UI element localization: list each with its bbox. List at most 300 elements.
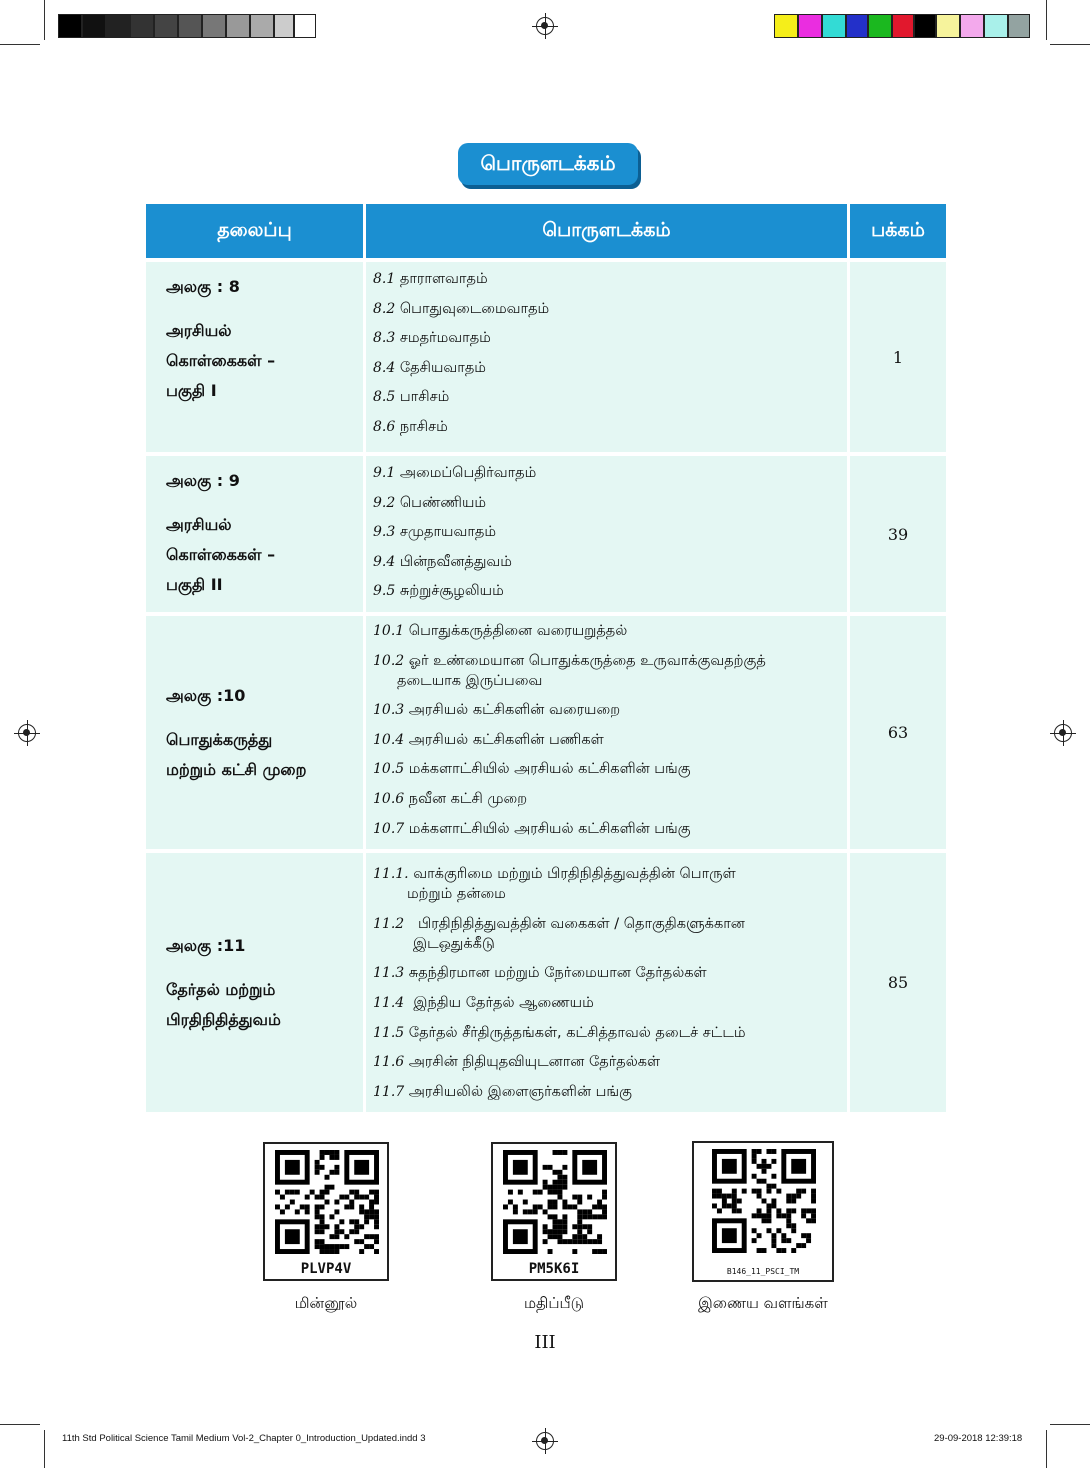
qr-module xyxy=(310,1190,315,1195)
qr-code-web-resources[interactable] xyxy=(692,1141,834,1282)
qr-module xyxy=(587,1239,592,1244)
qr-label-ebook: மின்னூல் xyxy=(294,1294,358,1312)
topic-number: 8.3 xyxy=(373,330,396,347)
topic-number: 10.3 xyxy=(373,702,405,719)
qr-module xyxy=(359,1204,364,1209)
qr-module xyxy=(344,1195,349,1200)
qr-module xyxy=(364,1195,369,1200)
qr-module xyxy=(557,1170,562,1175)
qr-module xyxy=(722,1199,727,1204)
qr-module xyxy=(722,1159,737,1174)
qr-module xyxy=(597,1249,602,1254)
qr-module xyxy=(557,1195,562,1200)
qr-module xyxy=(339,1244,344,1249)
qr-module xyxy=(275,1190,280,1195)
qr-module xyxy=(562,1185,567,1190)
qr-module xyxy=(577,1229,582,1234)
list-item xyxy=(373,417,846,437)
registration-mark-icon xyxy=(536,1432,554,1450)
footer-filename: 11th Std Political Science Tamil Medium Vol-2_Chapter 0_Introduction_Updated.indd 3 xyxy=(62,1433,426,1444)
qr-module xyxy=(712,1203,717,1208)
unit-label: அலகு : 8 xyxy=(166,277,240,296)
unit-label: அலகு : 9 xyxy=(166,471,240,490)
registration-mark-icon xyxy=(18,724,36,742)
qr-code-assessment[interactable] xyxy=(491,1142,617,1281)
table-row xyxy=(146,452,946,612)
qr-module xyxy=(771,1184,776,1189)
qr-module xyxy=(320,1244,325,1249)
qr-module xyxy=(572,1234,577,1239)
qr-module xyxy=(752,1238,757,1243)
qr-module xyxy=(329,1214,334,1219)
list-item xyxy=(373,269,846,289)
qr-code-id: B146_11_PSCI_TM xyxy=(726,1267,800,1276)
qr-module xyxy=(280,1195,285,1200)
qr-module xyxy=(766,1228,771,1233)
qr-module xyxy=(315,1224,320,1229)
qr-module xyxy=(364,1219,369,1224)
qr-module xyxy=(553,1200,558,1205)
qr-module xyxy=(786,1208,791,1213)
qr-module xyxy=(776,1189,781,1194)
qr-module xyxy=(334,1224,339,1229)
qr-module xyxy=(334,1209,339,1214)
qr-module xyxy=(315,1209,320,1214)
page-number: III xyxy=(534,1332,556,1353)
qr-module xyxy=(334,1165,339,1170)
topic-list xyxy=(367,617,846,839)
qr-module xyxy=(315,1239,320,1244)
qr-module xyxy=(325,1185,330,1190)
qr-module xyxy=(374,1195,379,1200)
list-item xyxy=(373,552,846,572)
qr-module xyxy=(369,1244,374,1249)
qr-module xyxy=(577,1239,582,1244)
topic-number: 9.1 xyxy=(373,465,396,481)
qr-module xyxy=(359,1209,364,1214)
unit-label: அலகு :11 xyxy=(166,935,246,955)
qr-module xyxy=(320,1204,325,1209)
list-item xyxy=(373,759,846,779)
list-item xyxy=(373,651,846,691)
topic-text: அரசின் நிதியுதவியுடனான தேர்தல்கள் xyxy=(408,1054,661,1071)
crop-mark xyxy=(1046,1430,1047,1468)
qr-module xyxy=(285,1204,290,1209)
column-header-title: தலைப்பு xyxy=(146,204,366,258)
qr-module xyxy=(548,1190,553,1195)
qr-module xyxy=(339,1229,344,1234)
qr-module xyxy=(562,1224,567,1229)
qr-module xyxy=(325,1249,330,1254)
topic-text: இந்திய தேர்தல் ஆணையம் xyxy=(413,994,594,1011)
qr-module xyxy=(752,1213,757,1218)
qr-module xyxy=(513,1209,518,1214)
qr-module xyxy=(801,1208,806,1213)
color-bar-swatch xyxy=(274,14,294,38)
color-bar-swatch xyxy=(250,14,274,38)
qr-module xyxy=(533,1209,538,1214)
qr-module xyxy=(553,1150,558,1155)
topic-number: 8.5 xyxy=(373,389,396,406)
qr-code-icon xyxy=(275,1150,379,1254)
qr-module xyxy=(305,1195,310,1200)
qr-module xyxy=(786,1238,791,1243)
qr-module xyxy=(572,1204,577,1209)
qr-module xyxy=(796,1189,801,1194)
list-item xyxy=(373,730,846,750)
unit-cell xyxy=(146,452,366,612)
qr-module xyxy=(364,1209,369,1214)
topic-text-continuation: மற்றும் தன்மை xyxy=(407,886,506,903)
qr-module xyxy=(771,1174,776,1179)
qr-module xyxy=(320,1150,325,1155)
qr-module xyxy=(275,1204,280,1209)
qr-module xyxy=(315,1160,320,1165)
qr-module xyxy=(557,1239,562,1244)
list-item xyxy=(373,1082,846,1102)
qr-module xyxy=(349,1204,354,1209)
topics-cell xyxy=(366,612,850,849)
qr-module xyxy=(374,1224,379,1229)
qr-module xyxy=(339,1195,344,1200)
qr-module xyxy=(325,1224,330,1229)
qr-module xyxy=(717,1189,722,1194)
qr-module xyxy=(762,1159,767,1164)
list-item xyxy=(373,463,846,483)
topic-number: 10.1 xyxy=(373,623,405,639)
qr-module xyxy=(786,1199,791,1204)
list-item xyxy=(373,358,846,378)
footer-datetime: 29-09-2018 12:39:18 xyxy=(934,1433,1023,1444)
qr-module xyxy=(587,1209,592,1214)
crop-mark xyxy=(1050,1424,1090,1425)
unit-cell xyxy=(146,849,366,1112)
topic-text: அரசியலில் இளைஞர்களின் பங்கு xyxy=(408,1083,632,1100)
qr-module xyxy=(791,1223,796,1228)
color-bar-swatch xyxy=(106,14,130,38)
qr-module xyxy=(562,1204,567,1209)
qr-module xyxy=(320,1239,325,1244)
qr-module xyxy=(369,1234,374,1239)
topic-number: 11.1. xyxy=(373,866,409,883)
list-item xyxy=(373,621,846,641)
qr-module xyxy=(300,1204,305,1209)
topic-text: மக்களாட்சியில் அரசியல் கட்சிகளின் பங்கு xyxy=(408,761,691,778)
qr-module xyxy=(548,1200,553,1205)
qr-module xyxy=(329,1150,334,1155)
unit-title-line: கொள்கைகள் – xyxy=(166,351,276,370)
registration-mark-icon xyxy=(1054,724,1072,742)
qr-module xyxy=(553,1190,558,1195)
qr-module xyxy=(597,1204,602,1209)
qr-module xyxy=(553,1224,558,1229)
qr-module xyxy=(771,1238,776,1243)
topic-text: அரசியல் கட்சிகளின் பணிகள் xyxy=(408,731,604,748)
color-bar-swatch xyxy=(154,14,178,38)
qr-module xyxy=(562,1219,567,1224)
topic-text: பொதுவுடைமைவாதம் xyxy=(399,300,550,317)
qr-code-icon xyxy=(712,1149,816,1253)
qr-module xyxy=(771,1159,776,1164)
qr-module xyxy=(325,1175,330,1180)
qr-module xyxy=(742,1189,747,1194)
topic-text: தாராளவாதம் xyxy=(399,271,488,287)
topics-cell xyxy=(366,849,850,1112)
topic-list xyxy=(367,457,846,601)
qr-module xyxy=(722,1194,727,1199)
qr-module xyxy=(717,1194,722,1199)
list-item xyxy=(373,493,846,513)
qr-label-assessment: மதிப்பீடு xyxy=(523,1294,585,1312)
qr-module xyxy=(722,1203,727,1208)
qr-module xyxy=(592,1249,597,1254)
qr-module xyxy=(752,1174,757,1179)
qr-module xyxy=(359,1224,364,1229)
topic-number: 11.3 xyxy=(373,965,405,982)
qr-module xyxy=(776,1248,781,1253)
qr-module xyxy=(320,1224,325,1229)
qr-module xyxy=(762,1164,767,1169)
unit-title-line: பொதுக்கருத்து xyxy=(166,729,273,749)
topic-text: சுதந்திரமான மற்றும் நேர்மையான தேர்தல்கள் xyxy=(408,965,707,982)
qr-module xyxy=(562,1175,567,1180)
qr-module xyxy=(374,1234,379,1239)
qr-module xyxy=(364,1214,369,1219)
qr-module xyxy=(374,1219,379,1224)
color-bar-swatch xyxy=(774,14,798,38)
qr-module xyxy=(582,1209,587,1214)
qr-module xyxy=(766,1203,771,1208)
topic-text: மக்களாட்சியில் அரசியல் கட்சிகளின் பங்கு xyxy=(408,820,691,837)
color-bar-swatch xyxy=(984,14,1008,38)
qr-module xyxy=(811,1218,816,1223)
unit-cell xyxy=(146,612,366,849)
qr-module xyxy=(791,1208,796,1213)
qr-module xyxy=(766,1164,771,1169)
qr-module xyxy=(344,1204,349,1209)
qr-module xyxy=(771,1203,776,1208)
topic-text: சமுதாயவாதம் xyxy=(399,524,497,541)
qr-module xyxy=(374,1200,379,1205)
topics-cell xyxy=(366,452,850,612)
qr-module xyxy=(587,1224,592,1229)
topic-number: 11.6 xyxy=(373,1054,405,1071)
topic-number: 10.6 xyxy=(373,790,405,807)
topic-text: தேர்தல் சீர்திருத்தங்கள், கட்சித்தாவல் தடைச் சட்டம் xyxy=(408,1024,746,1041)
qr-module xyxy=(597,1200,602,1205)
qr-module xyxy=(587,1214,592,1219)
qr-module xyxy=(806,1238,811,1243)
qr-module xyxy=(577,1224,582,1229)
topic-number: 8.1 xyxy=(373,271,396,287)
topic-number: 11.7 xyxy=(373,1083,405,1100)
qr-module xyxy=(582,1234,587,1239)
list-item xyxy=(373,993,846,1013)
qr-module xyxy=(320,1155,325,1160)
topic-text-continuation: இடஒதுக்கீடு xyxy=(413,935,495,952)
list-item xyxy=(373,700,846,720)
qr-module xyxy=(766,1189,771,1194)
topic-text: சுற்றுச்சூழலியம் xyxy=(399,583,504,600)
qr-module xyxy=(359,1239,364,1244)
color-bar-swatch xyxy=(294,14,316,38)
qr-module xyxy=(543,1239,548,1244)
qr-module xyxy=(752,1149,757,1154)
qr-module xyxy=(602,1195,607,1200)
qr-module xyxy=(587,1229,592,1234)
color-bar-swatch xyxy=(1008,14,1030,38)
qr-module xyxy=(712,1194,717,1199)
qr-module xyxy=(557,1175,562,1180)
qr-module xyxy=(543,1165,548,1170)
qr-module xyxy=(752,1228,757,1233)
unit-title-line: அரசியல் xyxy=(166,321,232,340)
qr-module xyxy=(290,1190,295,1195)
color-bar-swatch xyxy=(892,14,914,38)
qr-module xyxy=(771,1233,776,1238)
crop-mark xyxy=(0,1424,40,1425)
qr-module xyxy=(712,1189,717,1194)
qr-module xyxy=(757,1189,762,1194)
qr-module xyxy=(752,1154,757,1159)
qr-module xyxy=(572,1239,577,1244)
qr-module xyxy=(801,1233,806,1238)
qr-module xyxy=(329,1244,334,1249)
qr-module xyxy=(543,1224,548,1229)
topic-number: 9.4 xyxy=(373,553,396,570)
crop-mark xyxy=(44,1430,45,1468)
qr-module xyxy=(315,1195,320,1200)
color-bar-swatch xyxy=(822,14,846,38)
topic-text: அமைப்பெதிர்வாதம் xyxy=(399,465,537,481)
qr-module xyxy=(766,1213,771,1218)
qr-module xyxy=(369,1190,374,1195)
qr-module xyxy=(771,1243,776,1248)
qr-module xyxy=(562,1239,567,1244)
qr-module xyxy=(796,1194,801,1199)
list-item xyxy=(373,914,846,954)
qr-module xyxy=(732,1203,737,1208)
qr-module xyxy=(587,1195,592,1200)
qr-module xyxy=(557,1190,562,1195)
topic-text: பிரதிநிதித்துவத்தின் வகைகள் / தொகுதிகளுக்கான xyxy=(418,915,745,932)
topic-text: நவீன கட்சி முறை xyxy=(408,790,528,807)
qr-module xyxy=(354,1229,359,1234)
qr-module xyxy=(791,1199,796,1204)
qr-module xyxy=(737,1199,742,1204)
qr-module xyxy=(553,1204,558,1209)
qr-module xyxy=(577,1209,582,1214)
color-bar-swatch xyxy=(178,14,202,38)
qr-module xyxy=(533,1204,538,1209)
qr-module xyxy=(597,1214,602,1219)
list-item xyxy=(373,864,846,904)
qr-module xyxy=(577,1214,582,1219)
color-bar-swatch xyxy=(914,14,936,38)
qr-module xyxy=(374,1239,379,1244)
topic-number: 9.3 xyxy=(373,524,396,541)
qr-module xyxy=(315,1165,320,1170)
unit-title-line: பிரதிநிதித்துவம் xyxy=(166,1009,281,1029)
unit-title-line: கொள்கைகள் – xyxy=(166,545,276,564)
qr-module xyxy=(305,1209,310,1214)
topic-text: தேசியவாதம் xyxy=(399,359,486,376)
topic-number: 9.5 xyxy=(373,583,396,600)
unit-title-line: பகுதி II xyxy=(166,575,223,594)
qr-module xyxy=(374,1190,379,1195)
topic-number: 8.2 xyxy=(373,300,396,317)
qr-module xyxy=(762,1213,767,1218)
qr-module xyxy=(334,1200,339,1205)
qr-module xyxy=(553,1234,558,1239)
qr-module xyxy=(325,1200,330,1205)
registration-mark-icon xyxy=(536,17,554,35)
qr-module xyxy=(572,1224,577,1229)
qr-module xyxy=(562,1200,567,1205)
topic-list xyxy=(367,263,846,437)
qr-module xyxy=(582,1239,587,1244)
qr-module xyxy=(727,1194,732,1199)
qr-module xyxy=(757,1248,762,1253)
qr-module xyxy=(762,1218,767,1223)
qr-module xyxy=(354,1160,369,1175)
qr-module xyxy=(757,1179,762,1184)
qr-module xyxy=(543,1180,548,1185)
qr-module xyxy=(349,1229,354,1234)
qr-module xyxy=(543,1209,548,1214)
qr-module xyxy=(528,1209,533,1214)
qr-code-id: PLVP4V xyxy=(300,1261,352,1277)
column-header-contents: பொருளடக்கம் xyxy=(366,204,850,258)
list-item xyxy=(373,1052,846,1072)
qr-module xyxy=(757,1213,762,1218)
qr-module xyxy=(727,1203,732,1208)
qr-module xyxy=(766,1218,771,1223)
qr-code-ebook[interactable] xyxy=(263,1142,389,1281)
qr-module xyxy=(732,1194,737,1199)
crop-mark xyxy=(44,0,45,40)
qr-module xyxy=(315,1229,320,1234)
qr-module xyxy=(796,1243,801,1248)
qr-module xyxy=(374,1209,379,1214)
qr-module xyxy=(538,1190,543,1195)
qr-module xyxy=(762,1179,767,1184)
qr-module xyxy=(329,1234,334,1239)
qr-module xyxy=(359,1249,364,1254)
qr-module xyxy=(548,1165,553,1170)
qr-module xyxy=(562,1150,567,1155)
qr-module xyxy=(791,1248,796,1253)
qr-module xyxy=(806,1233,811,1238)
qr-module xyxy=(577,1234,582,1239)
qr-module xyxy=(582,1224,587,1229)
unit-title-line: தேர்தல் மற்றும் xyxy=(166,979,276,999)
page-number-cell: 39 xyxy=(850,452,946,612)
qr-module xyxy=(781,1213,786,1218)
list-item xyxy=(373,1023,846,1043)
page-number-cell: 63 xyxy=(850,612,946,849)
topic-number: 8.4 xyxy=(373,359,396,376)
qr-module xyxy=(329,1155,334,1160)
qr-module xyxy=(562,1229,567,1234)
qr-module xyxy=(572,1195,577,1200)
topic-text: பொதுக்கருத்தினை வரையறுத்தல் xyxy=(408,623,628,639)
qr-module xyxy=(320,1165,325,1170)
qr-module xyxy=(602,1204,607,1209)
qr-module xyxy=(811,1213,816,1218)
topic-text: பெண்ணியம் xyxy=(399,494,487,511)
topics-cell xyxy=(366,258,850,452)
